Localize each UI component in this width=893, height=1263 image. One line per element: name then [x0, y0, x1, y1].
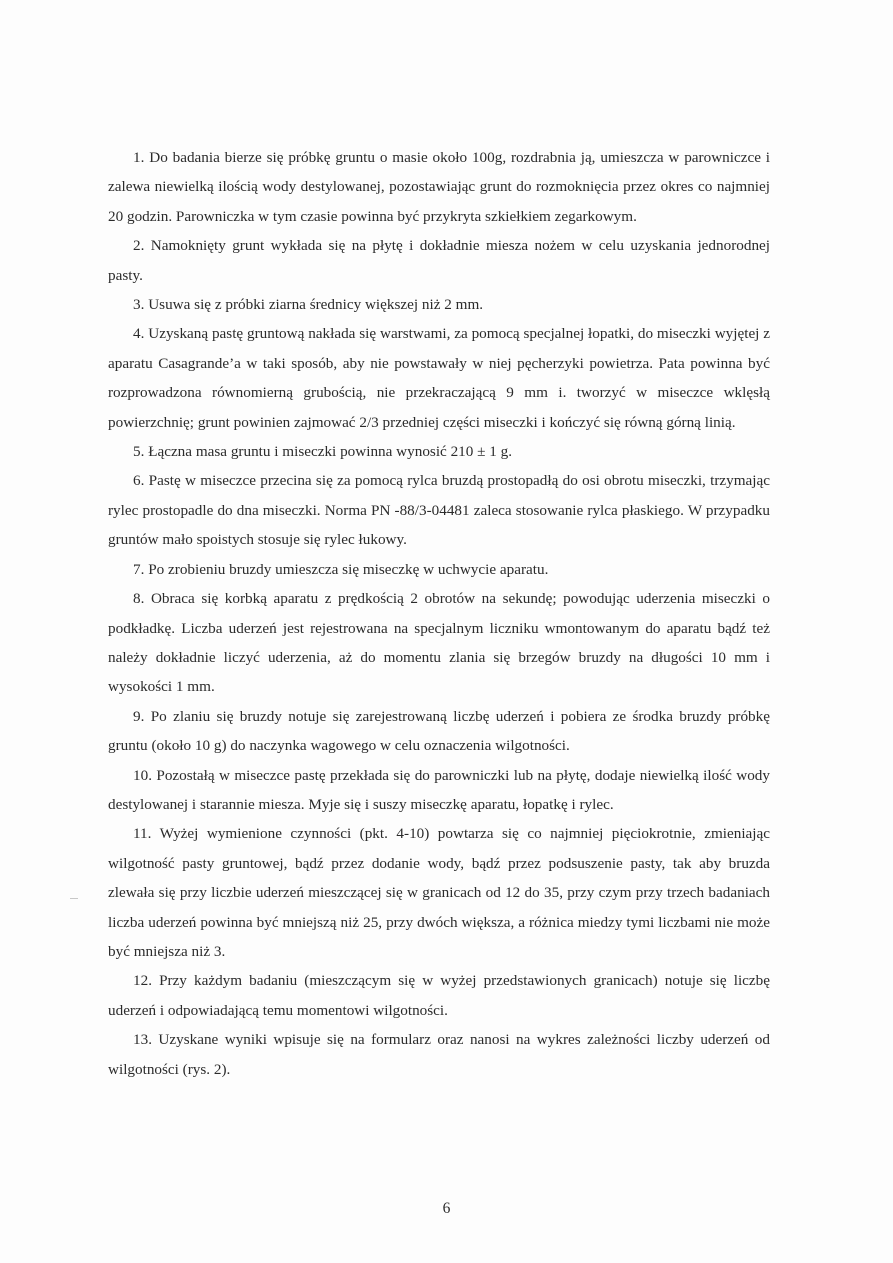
- paragraph-4: 4. Uzyskaną pastę gruntową nakłada się warstwami, za pomocą specjalnej łopatki, do miseczki wyjętej z aparatu Casagrande’a w taki sposób, aby nie powstawały w niej pęcherzyki powietrza. Pata powinna być rozprowadzona równomierną grubością, nie przekraczającą 9 mm i. tworzyć w miseczce wklęsłą powierzchnię; grunt powinien zajmować 2/3 przedniej części miseczki i kończyć się równą górną linią.: [108, 325, 770, 431]
- paragraph-10: 10. Pozostałą w miseczce pastę przekłada się do parowniczki lub na płytę, dodaje niewielką ilość wody destylowanej i starannie miesza. Myje się i suszy miseczkę aparatu, łopatkę i rylec.: [108, 766, 770, 813]
- procedure-text: [108, 143, 770, 1084]
- paragraph-7: 7. Po zrobieniu bruzdy umieszcza się miseczkę w uchwycie aparatu.: [133, 560, 549, 578]
- paragraph-6: 6. Pastę w miseczce przecina się za pomocą rylca bruzdą prostopadłą do osi obrotu miseczki, trzymając rylec prostopadle do dna miseczki. Norma PN -88/3-04481 zaleca stosowanie rylca płaskiego. W przypadku gruntów mało spoistych stosuje się rylec łukowy.: [108, 472, 770, 549]
- paragraph-13: 13. Uzyskane wyniki wpisuje się na formularz oraz nanosi na wykres zależności liczby uderzeń od wilgotności (rys. 2).: [108, 1031, 770, 1078]
- margin-mark: [70, 898, 78, 899]
- paragraph-11: 11. Wyżej wymienione czynności (pkt. 4-10) powtarza się co najmniej pięciokrotnie, zmieniając wilgotność pasty gruntowej, bądź przez dodanie wody, bądź przez podsuszenie pasty, tak aby bruzda zlewała się przy liczbie uderzeń mieszczącej się w granicach od 12 do 35, przy czym przy trzech badaniach liczba uderzeń powinna być mniejszą niż 25, przy dwóch większa, a różnica miedzy tymi liczbami nie może być mniejsza niż 3.: [108, 825, 770, 960]
- page-number: 6: [442, 1200, 451, 1217]
- paragraph-2: 2. Namoknięty grunt wykłada się na płytę i dokładnie miesza nożem w celu uzyskania jednorodnej pasty.: [108, 237, 770, 284]
- paragraph-3: 3. Usuwa się z próbki ziarna średnicy większej niż 2 mm.: [133, 296, 484, 314]
- paragraph-9: 9. Po zlaniu się bruzdy notuje się zarejestrowaną liczbę uderzeń i pobiera ze środka bruzdy próbkę gruntu (około 10 g) do naczynka wagowego w celu oznaczenia wilgotności.: [108, 707, 770, 755]
- paragraph-12: 12. Przy każdym badaniu (mieszczącym się w wyżej przedstawionych granicach) notuje się liczbę uderzeń i odpowiadającą temu momentowi wilgotności.: [108, 972, 770, 1019]
- paragraph-1: 1. Do badania bierze się próbkę gruntu o masie około 100g, rozdrabnia ją, umieszcza w parowniczce i zalewa niewielką ilością wody destylowanej, pozostawiając grunt do rozmoknięcia przez okres co najmniej 20 godzin. Parowniczka w tym czasie powinna być przykryta szkiełkiem zegarkowym.: [108, 149, 770, 225]
- paragraph-5: 5. Łączna masa gruntu i miseczki powinna wynosić 210 ± 1 g.: [133, 443, 513, 461]
- paragraph-8: 8. Obraca się korbką aparatu z prędkością 2 obrotów na sekundę; powodując uderzenia miseczki o podkładkę. Liczba uderzeń jest rejestrowana na specjalnym liczniku wmontowanym do aparatu bądź też należy dokładnie liczyć uderzenia, aż do momentu zlania się brzegów bruzdy na długości 10 mm i wysokości 1 mm.: [108, 590, 770, 696]
